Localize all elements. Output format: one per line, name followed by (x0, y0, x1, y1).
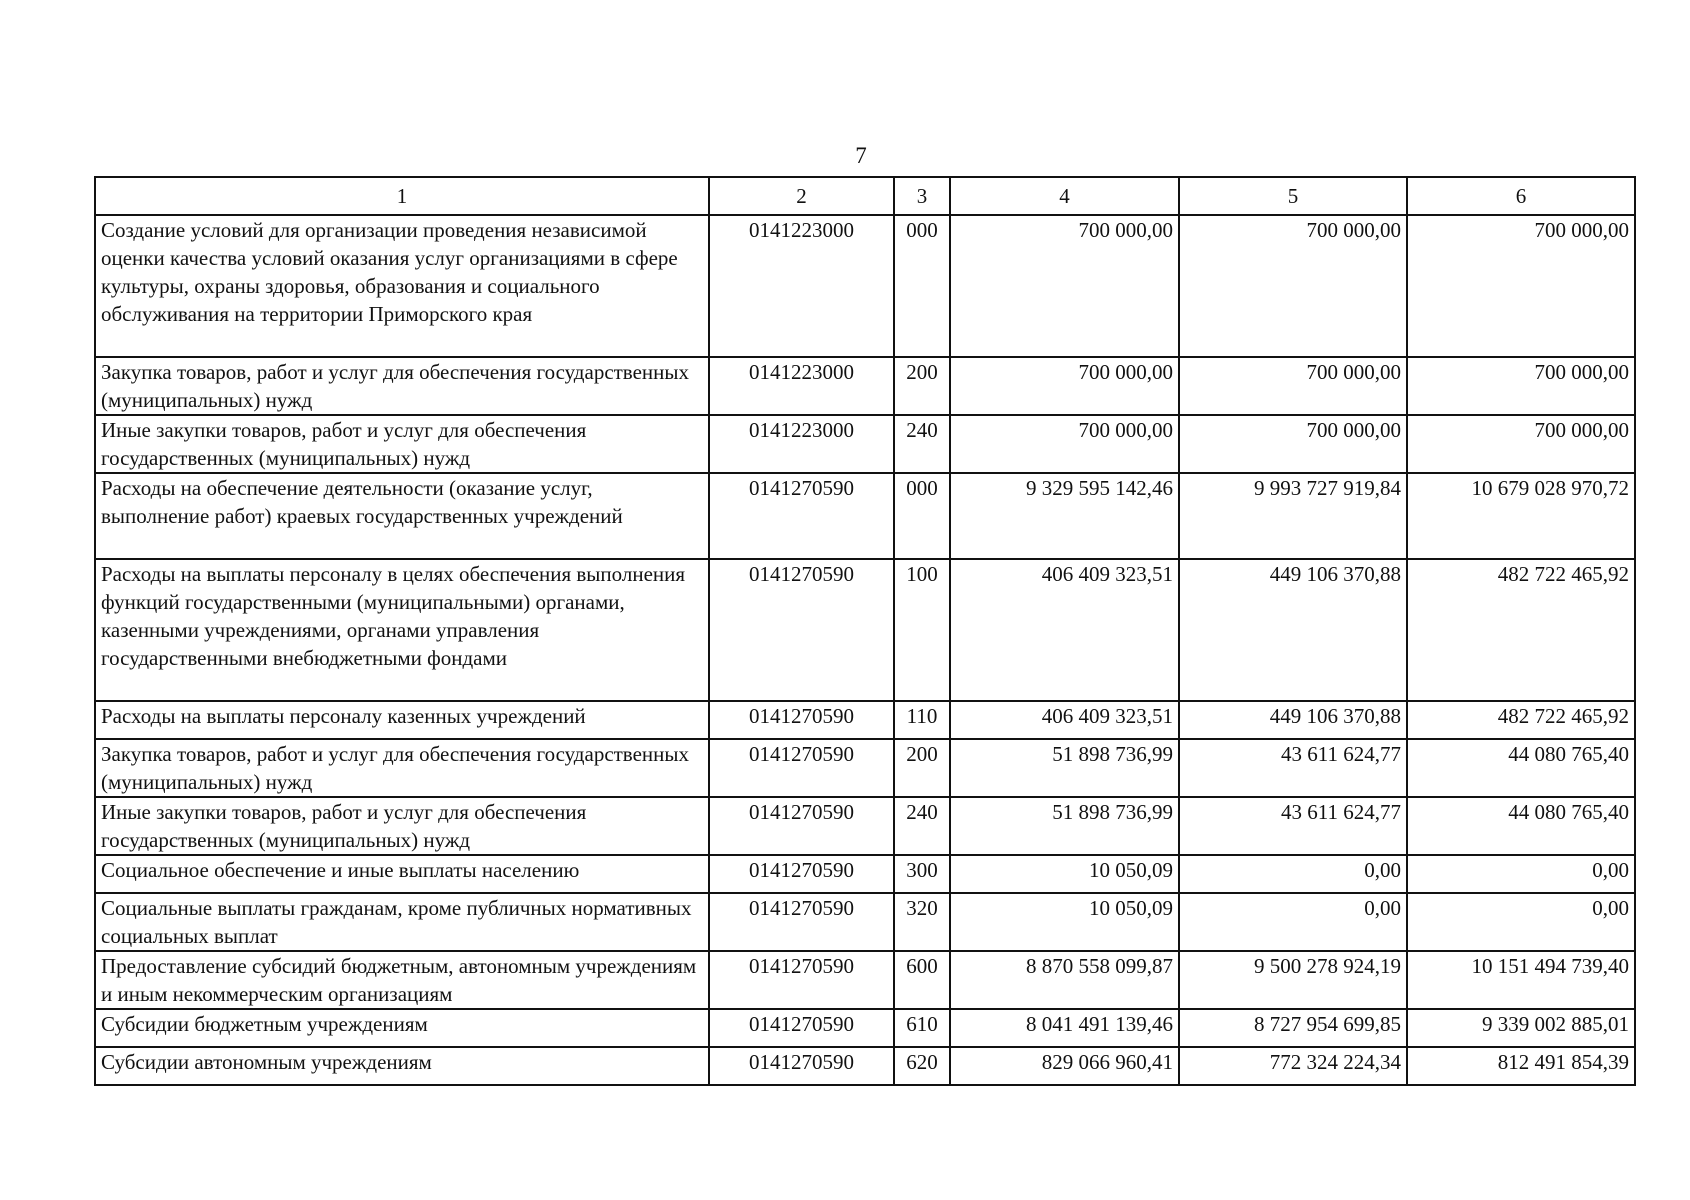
expense-type-cell: 610 (894, 1009, 950, 1047)
amount-col6-cell: 700 000,00 (1407, 415, 1635, 473)
amount-col5-cell: 449 106 370,88 (1179, 701, 1407, 739)
amount-col6-cell: 700 000,00 (1407, 357, 1635, 415)
header-cell-3: 3 (894, 177, 950, 215)
amount-col5-cell: 0,00 (1179, 855, 1407, 893)
expense-type-cell: 000 (894, 215, 950, 357)
expense-name-cell: Иные закупки товаров, работ и услуг для обеспечения государственных (муниципальных) нужд (95, 797, 709, 855)
amount-col6-cell: 9 339 002 885,01 (1407, 1009, 1635, 1047)
table-row (95, 893, 1635, 951)
header-cell-4: 4 (950, 177, 1179, 215)
amount-col4-cell: 406 409 323,51 (950, 559, 1179, 701)
expense-name-cell: Закупка товаров, работ и услуг для обеспечения государственных (муниципальных) нужд (95, 739, 709, 797)
expense-type-cell: 320 (894, 893, 950, 951)
table-row (95, 415, 1635, 473)
table-row (95, 951, 1635, 1009)
amount-col6-cell: 0,00 (1407, 855, 1635, 893)
amount-col5-cell: 9 993 727 919,84 (1179, 473, 1407, 559)
target-code-cell: 0141223000 (709, 215, 894, 357)
expense-type-cell: 620 (894, 1047, 950, 1085)
amount-col4-cell: 10 050,09 (950, 855, 1179, 893)
header-cell-6: 6 (1407, 177, 1635, 215)
amount-col6-cell: 10 679 028 970,72 (1407, 473, 1635, 559)
amount-col4-cell: 8 870 558 099,87 (950, 951, 1179, 1009)
table-row (95, 215, 1635, 357)
amount-col4-cell: 700 000,00 (950, 415, 1179, 473)
amount-col4-cell: 406 409 323,51 (950, 701, 1179, 739)
target-code-cell: 0141270590 (709, 1047, 894, 1085)
table-row (95, 739, 1635, 797)
budget-table (94, 176, 1636, 1086)
amount-col6-cell: 10 151 494 739,40 (1407, 951, 1635, 1009)
target-code-cell: 0141270590 (709, 797, 894, 855)
expense-type-cell: 100 (894, 559, 950, 701)
expense-name-cell: Создание условий для организации проведения независимой оценки качества условий оказания услуг организациями в сфере культуры, охраны здоровья, образования и социального обслуживания на территории Приморского края (95, 215, 709, 357)
amount-col4-cell: 9 329 595 142,46 (950, 473, 1179, 559)
table-row (95, 855, 1635, 893)
expense-name-cell: Расходы на обеспечение деятельности (оказание услуг, выполнение работ) краевых государственных учреждений (95, 473, 709, 559)
expense-type-cell: 600 (894, 951, 950, 1009)
amount-col5-cell: 43 611 624,77 (1179, 797, 1407, 855)
target-code-cell: 0141270590 (709, 559, 894, 701)
table-row (95, 701, 1635, 739)
amount-col5-cell: 449 106 370,88 (1179, 559, 1407, 701)
target-code-cell: 0141270590 (709, 951, 894, 1009)
amount-col5-cell: 772 324 224,34 (1179, 1047, 1407, 1085)
table-row (95, 1047, 1635, 1085)
target-code-cell: 0141270590 (709, 893, 894, 951)
header-cell-5: 5 (1179, 177, 1407, 215)
expense-name-cell: Социальные выплаты гражданам, кроме публичных нормативных социальных выплат (95, 893, 709, 951)
target-code-cell: 0141270590 (709, 1009, 894, 1047)
amount-col5-cell: 9 500 278 924,19 (1179, 951, 1407, 1009)
expense-name-cell: Субсидии автономным учреждениям (95, 1047, 709, 1085)
amount-col4-cell: 700 000,00 (950, 357, 1179, 415)
expense-name-cell: Предоставление субсидий бюджетным, автономным учреждениям и иным некоммерческим организациям (95, 951, 709, 1009)
header-cell-1: 1 (95, 177, 709, 215)
amount-col6-cell: 482 722 465,92 (1407, 559, 1635, 701)
expense-type-cell: 240 (894, 797, 950, 855)
table-row (95, 473, 1635, 559)
expense-name-cell: Субсидии бюджетным учреждениям (95, 1009, 709, 1047)
table-row (95, 1009, 1635, 1047)
page-number: 7 (855, 143, 867, 168)
amount-col6-cell: 44 080 765,40 (1407, 739, 1635, 797)
target-code-cell: 0141270590 (709, 701, 894, 739)
target-code-cell: 0141270590 (709, 855, 894, 893)
expense-name-cell: Иные закупки товаров, работ и услуг для обеспечения государственных (муниципальных) нужд (95, 415, 709, 473)
expense-type-cell: 000 (894, 473, 950, 559)
table-row (95, 797, 1635, 855)
amount-col4-cell: 829 066 960,41 (950, 1047, 1179, 1085)
amount-col4-cell: 700 000,00 (950, 215, 1179, 357)
amount-col5-cell: 700 000,00 (1179, 215, 1407, 357)
expense-name-cell: Расходы на выплаты персоналу в целях обеспечения выполнения функций государственными (муниципальными) органами, казенными учреждениями, органами управления государственными внебюджетными фондами (95, 559, 709, 701)
amount-col4-cell: 51 898 736,99 (950, 739, 1179, 797)
amount-col5-cell: 43 611 624,77 (1179, 739, 1407, 797)
expense-type-cell: 110 (894, 701, 950, 739)
amount-col4-cell: 10 050,09 (950, 893, 1179, 951)
target-code-cell: 0141223000 (709, 357, 894, 415)
amount-col6-cell: 44 080 765,40 (1407, 797, 1635, 855)
expense-type-cell: 300 (894, 855, 950, 893)
header-cell-2: 2 (709, 177, 894, 215)
expense-type-cell: 240 (894, 415, 950, 473)
amount-col5-cell: 700 000,00 (1179, 357, 1407, 415)
amount-col4-cell: 51 898 736,99 (950, 797, 1179, 855)
table-row (95, 559, 1635, 701)
amount-col5-cell: 8 727 954 699,85 (1179, 1009, 1407, 1047)
amount-col6-cell: 0,00 (1407, 893, 1635, 951)
expense-name-cell: Закупка товаров, работ и услуг для обеспечения государственных (муниципальных) нужд (95, 357, 709, 415)
amount-col6-cell: 482 722 465,92 (1407, 701, 1635, 739)
amount-col5-cell: 700 000,00 (1179, 415, 1407, 473)
amount-col4-cell: 8 041 491 139,46 (950, 1009, 1179, 1047)
expense-name-cell: Социальное обеспечение и иные выплаты населению (95, 855, 709, 893)
expense-name-cell: Расходы на выплаты персоналу казенных учреждений (95, 701, 709, 739)
expense-type-cell: 200 (894, 357, 950, 415)
amount-col6-cell: 700 000,00 (1407, 215, 1635, 357)
amount-col6-cell: 812 491 854,39 (1407, 1047, 1635, 1085)
target-code-cell: 0141270590 (709, 473, 894, 559)
target-code-cell: 0141270590 (709, 739, 894, 797)
target-code-cell: 0141223000 (709, 415, 894, 473)
table-header-row (95, 177, 1635, 215)
expense-type-cell: 200 (894, 739, 950, 797)
table-row (95, 357, 1635, 415)
amount-col5-cell: 0,00 (1179, 893, 1407, 951)
